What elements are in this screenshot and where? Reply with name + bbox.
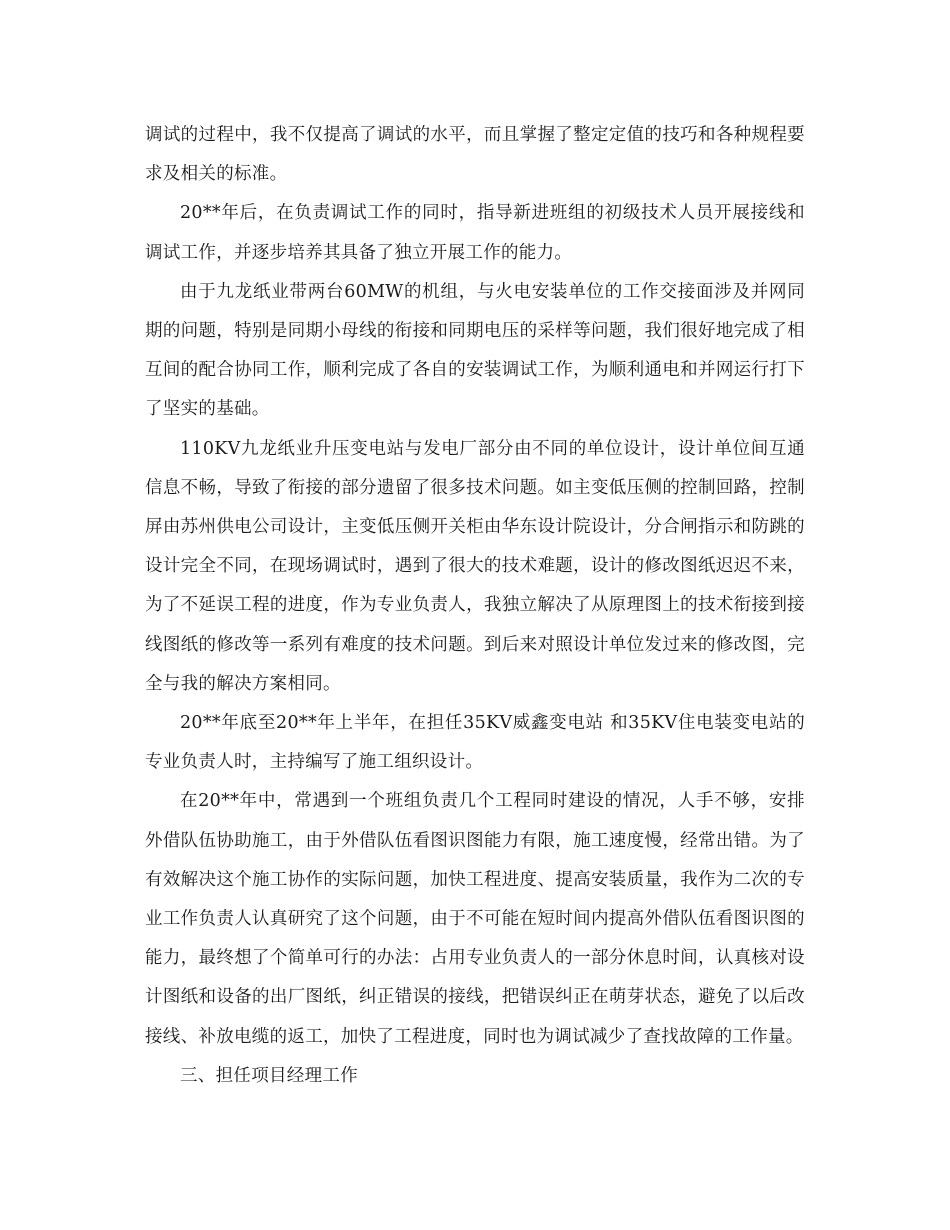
paragraph-continuation: 调试的过程中，我不仅提高了调试的水平，而且掌握了整定定值的技巧和各种规程要求及相关的标准。 (145, 125, 805, 185)
paragraph: 110KV九龙纸业升压变电站与发电厂部分由不同的单位设计，设计单位间互通信息不畅，导致了衔接的部分遗留了很多技术问题。如主变低压侧的控制回路，控制屏由苏州供电公司设计，主变低压侧开关柜由华东设计院设计，分合闸指示和防跳的设计完全不同，在现场调试时，遇到了很大的技术难题，设计的修改图纸迟迟不来，为了不延误工程的进度，作为专业负责人，我独立解决了从原理图上的技术衔接到接线图纸的修改等一系列有难度的技术问题。到后来对照设计单位发过来的修改图，完全与我的解决方案相同。 (145, 438, 805, 694)
paragraph: 20**年后，在负责调试工作的同时，指导新进班组的初级技术人员开展接线和调试工作，并逐步培养其具备了独立开展工作的能力。 (145, 203, 805, 263)
paragraph: 在20**年中，常遇到一个班组负责几个工程同时建设的情况，人手不够，安排外借队伍协助施工，由于外借队伍看图识图能力有限，施工速度慢，经常出错。为了有效解决这个施工协作的实际问题，加快工程进度、提高安装质量，我作为二次的专业工作负责人认真研究了这个问题，由于不可能在短时间内提高外借队伍看图识图的能力，最终想了个简单可行的办法：占用专业负责人的一部分休息时间，认真核对设计图纸和设备的出厂图纸，纠正错误的接线，把错误纠正在萌芽状态，避免了以后改接线、补放电缆的返工，加快了工程进度，同时也为调试减少了查找故障的工作量。 (145, 791, 805, 1047)
paragraph: 由于九龙纸业带两台60MW的机组，与火电安装单位的工作交接面涉及并网同期的问题，特别是同期小母线的衔接和同期电压的采样等问题，我们很好地完成了相互间的配合协同工作，顺利完成了各自的安装调试工作，为顺利通电和并网运行打下了坚实的基础。 (145, 281, 805, 420)
section-heading: 三、担任项目经理工作 (180, 1065, 358, 1086)
document-body (145, 116, 805, 1096)
paragraph: 20**年底至20**年上半年，在担任35KV威鑫变电站 和35KV住电装变电站的专业负责人时，主持编写了施工组织设计。 (145, 713, 805, 773)
